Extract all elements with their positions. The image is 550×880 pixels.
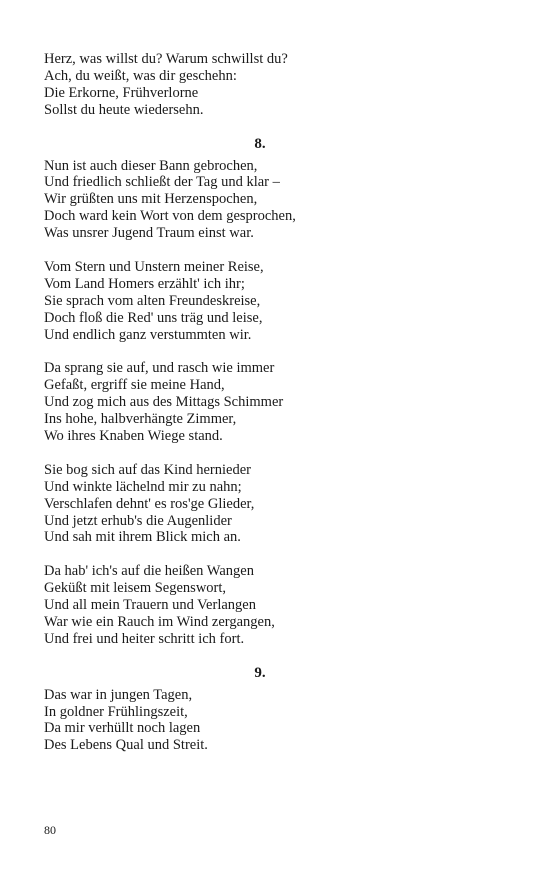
- verse-line: Geküßt mit leisem Segenswort,: [44, 580, 227, 597]
- verse-line: Und winkte lächelnd mir zu nahn;: [44, 478, 242, 495]
- stanza-gap: [44, 546, 504, 563]
- verse-line: Und frei und heiter schritt ich fort.: [44, 630, 245, 647]
- stanza-gap: [44, 343, 504, 360]
- verse-line: Ins hohe, halbverhängte Zimmer,: [44, 411, 237, 428]
- section-heading-9: 9.: [254, 664, 266, 681]
- verse-line: Sie bog sich auf das Kind hernieder: [44, 461, 251, 478]
- page-number: 80: [44, 823, 56, 837]
- verse-line: Und jetzt erhub's die Augenlider: [44, 512, 232, 529]
- verse-line: Sie sprach vom alten Freundeskreise,: [44, 292, 261, 309]
- verse-line: Verschlafen dehnt' es ros'ge Glieder,: [44, 495, 255, 512]
- verse-line: Gefaßt, ergriff sie meine Hand,: [44, 377, 225, 394]
- section-gap: [44, 648, 504, 665]
- verse-line: Das war in jungen Tagen,: [44, 686, 193, 703]
- verse-line: Sollst du heute wiedersehn.: [44, 101, 204, 118]
- stanza-9-1: [44, 687, 504, 755]
- stanza-8-2: [44, 259, 504, 344]
- verse-line: Doch floß die Red' uns träg und leise,: [44, 309, 263, 326]
- verse-line: In goldner Frühlingszeit,: [44, 703, 188, 720]
- stanza-8-3: [44, 360, 504, 445]
- page-body: [44, 51, 504, 754]
- verse-line: War wie ein Rauch im Wind zergangen,: [44, 613, 275, 630]
- stanza-8-4: [44, 462, 504, 547]
- stanza-8-5: [44, 563, 504, 648]
- stanza-gap: [44, 242, 504, 259]
- stanza-intro: [44, 51, 504, 119]
- stanza-8-1: [44, 158, 504, 243]
- verse-line: Da mir verhüllt noch lagen: [44, 720, 201, 737]
- verse-line: Die Erkorne, Frühverlorne: [44, 84, 199, 101]
- verse-line: Und all mein Trauern und Verlangen: [44, 597, 256, 614]
- verse-line: Und friedlich schließt der Tag und klar –: [44, 174, 280, 191]
- verse-line: Was unsrer Jugend Traum einst war.: [44, 225, 254, 242]
- verse-line: Da hab' ich's auf die heißen Wangen: [44, 563, 254, 580]
- verse-line: Des Lebens Qual und Streit.: [44, 737, 208, 754]
- verse-line: Vom Stern und Unstern meiner Reise,: [44, 258, 264, 275]
- verse-line: Vom Land Homers erzählt' ich ihr;: [44, 275, 245, 292]
- verse-line: Und zog mich aus des Mittags Schimmer: [44, 394, 284, 411]
- stanza-gap: [44, 445, 504, 462]
- verse-line: Und sah mit ihrem Blick mich an.: [44, 529, 241, 546]
- verse-line: Und endlich ganz verstummten wir.: [44, 326, 252, 343]
- verse-line: Da sprang sie auf, und rasch wie immer: [44, 360, 275, 377]
- verse-line: Wo ihres Knaben Wiege stand.: [44, 427, 223, 444]
- verse-line: Doch ward kein Wort von dem gesprochen,: [44, 208, 296, 225]
- verse-line: Ach, du weißt, was dir geschehn:: [44, 67, 237, 84]
- verse-line: Herz, was willst du? Warum schwillst du?: [44, 51, 288, 67]
- verse-line: Wir grüßten uns mit Herzenspochen,: [44, 191, 258, 208]
- section-gap: [44, 119, 504, 136]
- section-heading-8: 8.: [254, 135, 266, 152]
- verse-line: Nun ist auch dieser Bann gebrochen,: [44, 157, 258, 174]
